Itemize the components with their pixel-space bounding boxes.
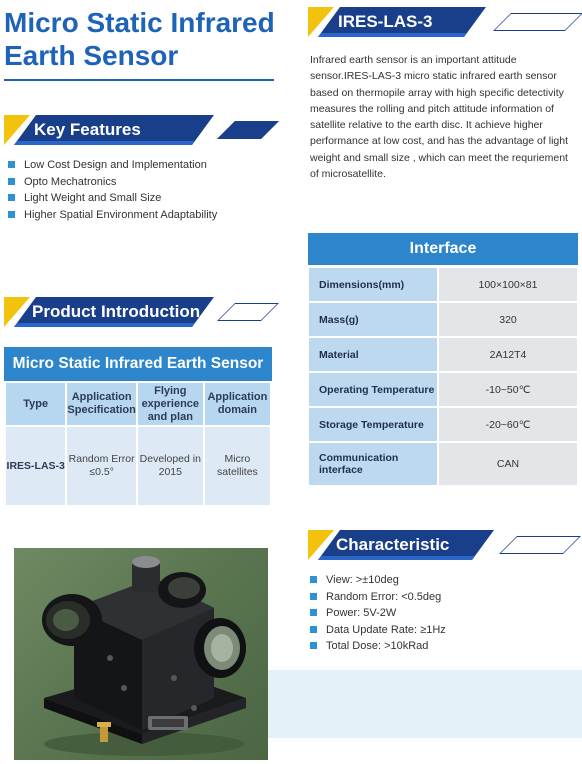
list-item: View: >±10deg xyxy=(310,572,570,589)
key-features-label: Key Features xyxy=(34,120,141,139)
characteristic-banner xyxy=(308,530,578,560)
column-header: Type xyxy=(6,383,65,425)
title-underline xyxy=(4,79,274,81)
table-cell: Random Error ≤0.5° xyxy=(67,427,135,505)
sensor-illustration xyxy=(14,548,268,760)
characteristics-list xyxy=(310,572,570,655)
table-row xyxy=(309,373,577,406)
spec-key: Operating Temperature xyxy=(309,373,437,406)
table-row xyxy=(309,268,577,301)
list-item: Higher Spatial Environment Adaptability xyxy=(8,207,288,224)
list-item: Light Weight and Small Size xyxy=(8,190,288,207)
model-banner xyxy=(308,7,578,37)
table-row xyxy=(309,443,577,485)
key-features-list xyxy=(8,157,288,223)
table-row xyxy=(309,338,577,371)
product-intro-label: Product Introduction xyxy=(32,302,201,321)
table-row xyxy=(6,427,270,505)
table-cell: IRES-LAS-3 xyxy=(6,427,65,505)
spec-key: Storage Temperature xyxy=(309,408,437,441)
product-table-title: Micro Static Infrared Earth Sensor xyxy=(4,347,272,381)
spec-key: Dimensions(mm) xyxy=(309,268,437,301)
spec-value: 320 xyxy=(439,303,577,336)
product-description: Infrared earth sensor is an important attitude sensor.IRES-LAS-3 micro static infrared earth sensor based on thermopile array with high specific detectivity measures the rolling and pitch attitude information of satellite relative to the earth disc. It achieve higher performance at low cost, and has the advantage of light weight and small size , which can meet the requriement of microsatellite. xyxy=(310,54,568,181)
column-header: Application domain xyxy=(205,383,270,425)
decorative-strip xyxy=(262,670,582,738)
spec-key: Mass(g) xyxy=(309,303,437,336)
interface-table xyxy=(307,266,579,487)
model-banner-label: IRES-LAS-3 xyxy=(338,12,433,31)
list-item: Low Cost Design and Implementation xyxy=(8,157,288,174)
banner-tail xyxy=(493,13,582,31)
list-item: Total Dose: >10kRad xyxy=(310,638,570,655)
table-row xyxy=(309,408,577,441)
product-photo xyxy=(14,548,268,760)
banner-tail xyxy=(499,536,581,554)
spec-key: Material xyxy=(309,338,437,371)
page-title: Micro Static Infrared Earth Sensor xyxy=(4,7,275,71)
key-features-banner xyxy=(4,115,274,145)
spec-value: CAN xyxy=(439,443,577,485)
table-cell: Developed in 2015 xyxy=(138,427,203,505)
column-header: Flying experience and plan xyxy=(138,383,203,425)
characteristic-label: Characteristic xyxy=(336,535,450,554)
interface-header: Interface xyxy=(308,233,578,265)
spec-value: -10~50℃ xyxy=(439,373,577,406)
table-row xyxy=(309,303,577,336)
table-cell: Micro satellites xyxy=(205,427,270,505)
list-item: Random Error: <0.5deg xyxy=(310,589,570,606)
table-header-row xyxy=(6,383,270,425)
column-header: Application Specification xyxy=(67,383,135,425)
spec-value: 100×100×81 xyxy=(439,268,577,301)
list-item: Opto Mechatronics xyxy=(8,174,288,191)
spec-value: 2A12T4 xyxy=(439,338,577,371)
list-item: Data Update Rate: ≥1Hz xyxy=(310,622,570,639)
product-table xyxy=(4,381,272,507)
banner-tail xyxy=(217,121,279,139)
list-item: Power: 5V-2W xyxy=(310,605,570,622)
banner-tail xyxy=(217,303,279,321)
spec-value: -20~60℃ xyxy=(439,408,577,441)
spec-key: Communication interface xyxy=(309,443,437,485)
product-intro-banner xyxy=(4,297,274,327)
